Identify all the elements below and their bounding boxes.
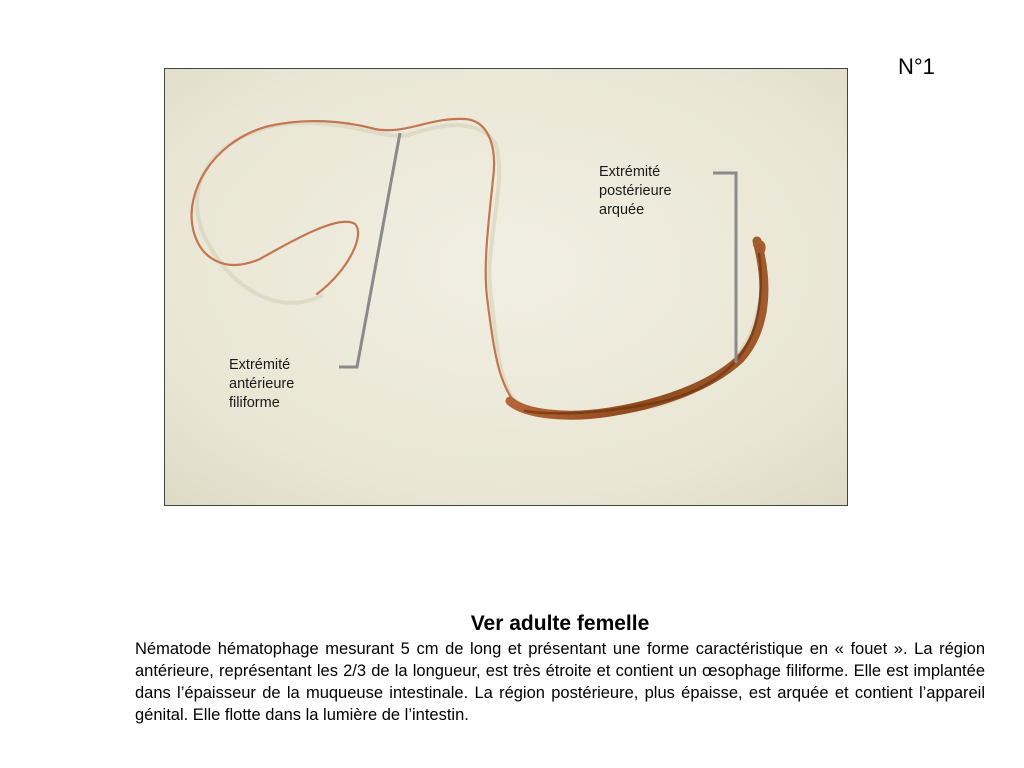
posterior-label-line: postérieure xyxy=(599,183,672,199)
posterior-label-line: arquée xyxy=(599,202,645,218)
posterior-end-label xyxy=(599,163,672,220)
posterior-label-line: Extrémité xyxy=(599,164,661,180)
photo-background xyxy=(165,69,848,506)
slide-number: N°1 xyxy=(898,54,935,79)
worm-illustration xyxy=(165,69,848,506)
specimen-photo xyxy=(164,68,848,506)
anterior-end-label xyxy=(229,356,294,413)
anterior-label-line: Extrémité xyxy=(229,357,291,373)
caption-body: Nématode hématophage mesurant 5 cm de long et présentant une forme caractéristique en « fouet ». La région antérieure, représentant les 2/3 de la longueur, est très étroite et contient un œsophage filiforme. Elle est implantée dans l’épaisseur de la muqueuse intestinale. La région postérieure, plus épaisse, est arquée et contient l’appareil génital. Elle flotte dans la lumière de l’intestin. xyxy=(135,640,985,724)
anterior-label-line: antérieure xyxy=(229,376,295,392)
anterior-label-line: filiforme xyxy=(229,395,280,411)
caption-title: Ver adulte femelle xyxy=(470,612,650,635)
